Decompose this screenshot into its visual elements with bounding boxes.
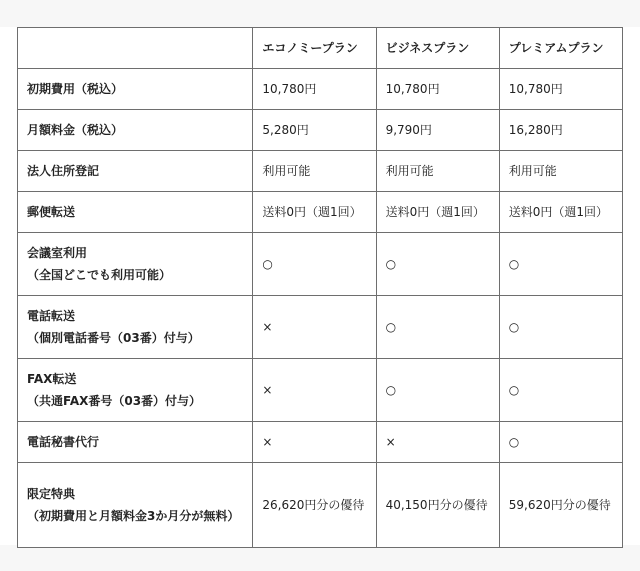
premium-cell: 利用可能 — [499, 151, 622, 192]
business-cell: 9,790円 — [376, 110, 499, 151]
row-label-text: FAX転送 — [27, 372, 77, 386]
economy-cell: ○ — [253, 233, 376, 296]
economy-cell: × — [253, 296, 376, 359]
top-background-band — [0, 0, 640, 27]
table-row-limited-benefit — [18, 463, 623, 548]
business-cell: ○ — [376, 359, 499, 422]
row-label — [18, 192, 253, 233]
business-cell: ○ — [376, 233, 499, 296]
header-corner-cell — [18, 28, 253, 69]
bottom-background-band — [0, 545, 640, 571]
table-row-initial-fee — [18, 69, 623, 110]
premium-cell: ○ — [499, 422, 622, 463]
business-cell: 10,780円 — [376, 69, 499, 110]
row-label — [18, 151, 253, 192]
table-row-meeting-room — [18, 233, 623, 296]
row-label — [18, 110, 253, 151]
row-label — [18, 233, 253, 296]
table-row-phone-secretary — [18, 422, 623, 463]
business-cell: 40,150円分の優待 — [376, 463, 499, 548]
premium-cell: ○ — [499, 296, 622, 359]
row-label-text: 法人住所登記 — [27, 164, 100, 178]
table-row-mail-forwarding — [18, 192, 623, 233]
row-label-text: 会議室利用 — [27, 246, 88, 260]
row-label — [18, 463, 253, 548]
economy-cell: × — [253, 422, 376, 463]
header-premium-plan: プレミアムプラン — [499, 28, 622, 69]
premium-cell: ○ — [499, 359, 622, 422]
business-cell: ○ — [376, 296, 499, 359]
row-label-subtext: （全国どこでも利用可能） — [27, 268, 172, 282]
row-label-subtext: （個別電話番号（03番）付与） — [27, 331, 200, 345]
row-label-subtext: （共通FAX番号（03番）付与） — [27, 394, 202, 408]
business-cell: 送料0円（週1回） — [376, 192, 499, 233]
premium-cell: 送料0円（週1回） — [499, 192, 622, 233]
header-business-plan: ビジネスプラン — [376, 28, 499, 69]
business-cell: 利用可能 — [376, 151, 499, 192]
row-label-text: 限定特典 — [27, 487, 76, 501]
row-label — [18, 422, 253, 463]
table-row-monthly-fee — [18, 110, 623, 151]
row-label-text: 月額料金（税込） — [27, 123, 124, 137]
economy-cell: 5,280円 — [253, 110, 376, 151]
premium-cell: 59,620円分の優待 — [499, 463, 622, 548]
premium-cell: 10,780円 — [499, 69, 622, 110]
economy-cell: 10,780円 — [253, 69, 376, 110]
plan-comparison-table — [17, 27, 623, 548]
row-label-text: 郵便転送 — [27, 205, 76, 219]
table-header-row — [18, 28, 623, 69]
row-label — [18, 69, 253, 110]
row-label-text: 電話転送 — [27, 309, 76, 323]
economy-cell: 利用可能 — [253, 151, 376, 192]
premium-cell: ○ — [499, 233, 622, 296]
table-row-fax-forwarding — [18, 359, 623, 422]
header-economy-plan: エコノミープラン — [253, 28, 376, 69]
table-row-address-registration — [18, 151, 623, 192]
premium-cell: 16,280円 — [499, 110, 622, 151]
economy-cell: 26,620円分の優待 — [253, 463, 376, 548]
row-label-subtext: （初期費用と月額料金3か月分が無料） — [27, 509, 240, 523]
row-label — [18, 296, 253, 359]
row-label — [18, 359, 253, 422]
economy-cell: × — [253, 359, 376, 422]
row-label-text: 電話秘書代行 — [27, 435, 100, 449]
row-label-text: 初期費用（税込） — [27, 82, 124, 96]
business-cell: × — [376, 422, 499, 463]
economy-cell: 送料0円（週1回） — [253, 192, 376, 233]
table-row-phone-forwarding — [18, 296, 623, 359]
